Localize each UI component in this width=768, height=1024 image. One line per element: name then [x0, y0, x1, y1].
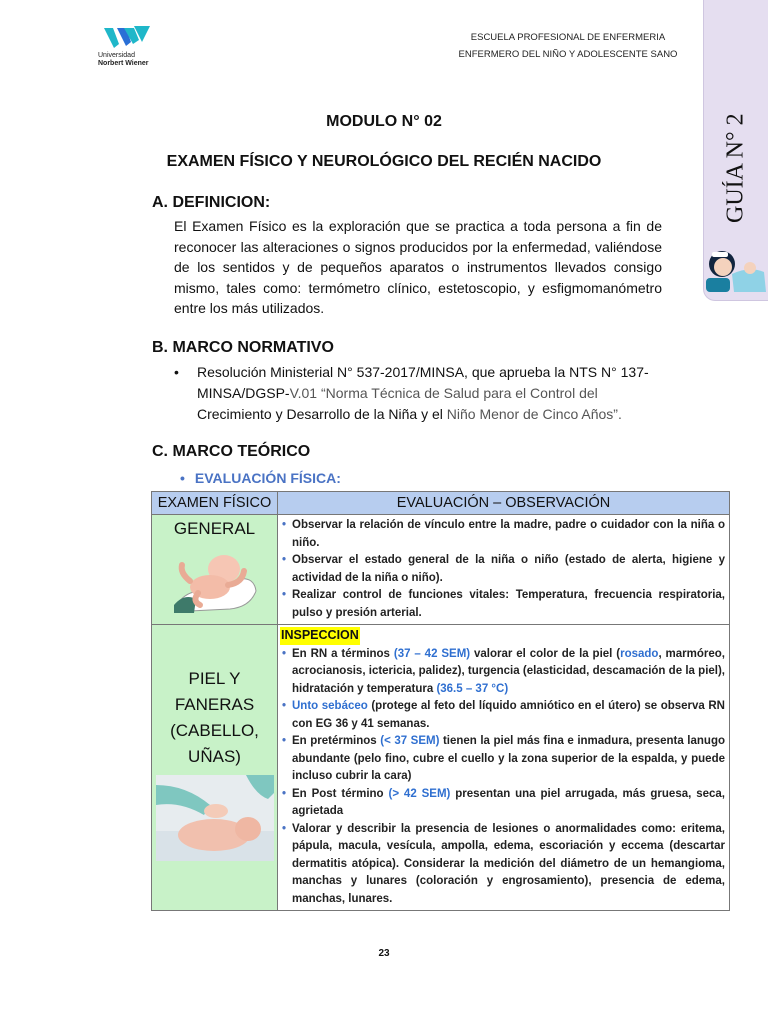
header-evaluation: EVALUACIÓN – OBSERVACIÓN	[278, 492, 730, 515]
logo-mark-icon	[104, 24, 150, 50]
section-c-heading: C. MARCO TEÓRICO	[152, 443, 311, 460]
logo-line-1: Universidad	[98, 52, 135, 59]
row-skin-label-line: FANERAS	[174, 695, 255, 714]
guide-tab-title: GUÍA N° 2	[722, 113, 749, 223]
rosado-text: rosado	[620, 647, 659, 660]
preterm-details-text: tienen la piel más fina e inmadura, presenta lanugo abundante (pelo fino, cubre el cuello y la zona superior de la espalda, y puede incluso cubrir la cara)	[292, 735, 725, 782]
section-a-heading: A. DEFINICION:	[152, 194, 271, 211]
logo-text	[98, 52, 168, 68]
resolution-text: Resolución Ministerial N° 537-2017/MINSA, que aprueba la NTS N° 137-MINSA/DGSP-	[197, 364, 649, 401]
list-item	[280, 646, 725, 699]
row-skin-observations	[278, 625, 730, 911]
skin-details-text: , marmóreo, acrocianosis, ictericia, palidez), turgencia (elasticidad, descamación de la piel), hidratación y temperatura	[292, 647, 725, 695]
document-header	[448, 29, 688, 63]
list-item: • Observar el estado general de la niña o niño (estado de alerta, higiene y actividad de la niña o niño).	[280, 552, 725, 587]
postterm-details-text: presentan una piel arrugada, más gruesa, seca, agrietada	[292, 787, 725, 817]
preterm-text: En pretérminos	[292, 735, 381, 747]
evaluacion-fisica-bullet	[180, 470, 341, 486]
section-b-bullet-text	[197, 362, 664, 425]
unto-details-text: (protege al feto del líquido amniótico en el útero) se observa RN con EG 36 y 41 semanas.	[292, 700, 725, 730]
preterm-weeks: (< 37 SEM)	[380, 735, 440, 747]
temperature-range: (36.5 – 37 °C)	[436, 682, 509, 695]
inspection-label: INSPECCION	[280, 627, 360, 645]
table-header-row	[152, 492, 730, 515]
term-weeks: (37 – 42 SEM)	[393, 647, 471, 660]
logo-line-2: Norbert Wiener	[98, 60, 149, 67]
bullet-dot: •	[180, 470, 185, 486]
table-row	[152, 515, 730, 625]
list-item: • Valorar y describir la presencia de lesiones o anormalidades como: eritema, pápula, macula, vesícula, ampolla, edema, escoriación y eccema (descartar dermatitis atópica). Considerar la medición del diámetro de un hemangioma, manchas y lunares (coloración y engrosamiento), presencia de edema, manchas, lunares.	[280, 821, 725, 909]
postterm-weeks: (> 42 SEM)	[388, 787, 451, 800]
row-skin-label-line: (CABELLO,	[170, 721, 259, 740]
header-school: ESCUELA PROFESIONAL DE ENFERMERIA	[470, 32, 666, 43]
row-skin-label-line: UÑAS)	[188, 747, 241, 766]
baby-exam-photo-icon	[156, 775, 274, 861]
list-item	[280, 786, 725, 821]
page-number: 23	[378, 948, 390, 959]
list-item	[280, 733, 725, 786]
table-row	[152, 625, 730, 911]
norma-text: V.01 “Norma Técnica de Salud para el Control del	[289, 385, 598, 401]
section-a-text: El Examen Físico es la exploración que se practica a toda persona a fin de reconocer las alteraciones o signos producidos por la enfermedad, valiéndose de los sentidos y de pequeños aparatos o instrumentos llevados consigo mismo, tales como: termómetro clínico, estetoscopio, y esfigmomanómetro entre los más utilizados.	[174, 218, 662, 316]
header-exam: EXAMEN FÍSICO	[152, 492, 278, 515]
university-logo	[98, 24, 168, 68]
crecimiento-text: Crecimiento y Desarrollo de la Niña y el	[197, 406, 447, 422]
list-item: • Observar la relación de vínculo entre la madre, padre o cuidador con la niña o niño.	[280, 517, 725, 552]
skin-color-text: valorar el color de la piel (	[470, 647, 621, 660]
evaluacion-fisica-label: EVALUACIÓN FÍSICA:	[194, 470, 341, 486]
guide-tab	[703, 0, 768, 301]
newborn-illustration-icon	[170, 543, 260, 615]
postterm-text: En Post término	[292, 787, 389, 800]
row-skin-label-cell	[152, 625, 278, 911]
bullet-dot: •	[174, 364, 179, 380]
row-general-observations	[278, 515, 730, 625]
nurse-illustration-icon	[704, 238, 768, 296]
section-b-heading: B. MARCO NORMATIVO	[152, 339, 334, 356]
exam-title: EXAMEN FÍSICO Y NEUROLÓGICO DEL RECIÉN NACIDO	[166, 153, 602, 170]
unto-sebaceo-text: Unto sebáceo	[292, 700, 368, 712]
row-general-label-cell	[152, 515, 278, 625]
row-skin-label-line: PIEL Y	[188, 669, 241, 688]
nino-menor-text: Niño Menor de Cinco Años”.	[446, 406, 622, 422]
row-general-label: GENERAL	[173, 519, 256, 538]
physical-exam-table	[151, 491, 730, 911]
list-item	[280, 698, 725, 733]
rn-term-text: En RN a términos	[292, 647, 394, 660]
module-title: MODULO N° 02	[326, 113, 442, 130]
section-b-bullet	[174, 362, 664, 425]
row-skin-label	[152, 667, 277, 769]
list-item: • Realizar control de funciones vitales: Temperatura, frecuencia respiratoria, pulso y presión arterial.	[280, 587, 725, 622]
header-course: ENFERMERO DEL NIÑO Y ADOLESCENTE SANO	[458, 49, 678, 60]
